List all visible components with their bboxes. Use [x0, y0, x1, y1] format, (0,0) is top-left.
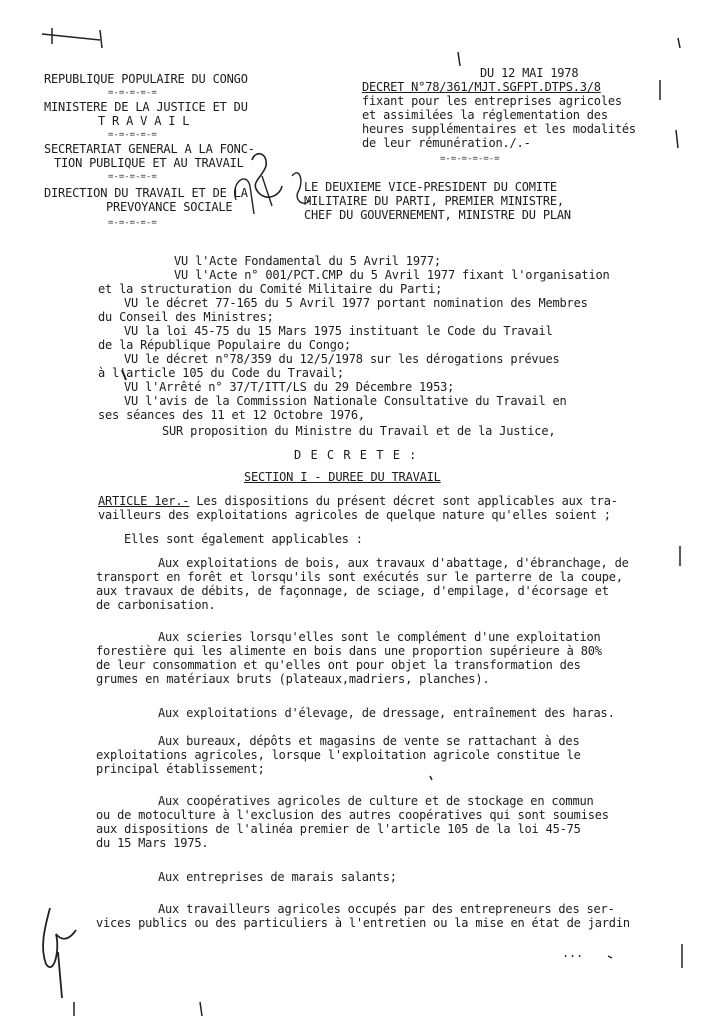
article-1-line1 — [98, 494, 618, 508]
separator: =-=-=-=-=-= — [440, 154, 500, 164]
direction-heading-line1: DIRECTION DU TRAVAIL ET DE LA — [44, 186, 248, 200]
separator: =-=-=-=-= — [108, 130, 157, 140]
separator: =-=-=-=-= — [108, 218, 157, 228]
paragraph-line: Aux coopératives agricoles de culture et de stockage en commun — [158, 794, 594, 808]
paragraph-line: vices publics ou des particuliers à l'entretien ou la mise en état de jardin — [96, 916, 630, 930]
decree-date: DU 12 MAI 1978 — [480, 66, 579, 80]
separator: =-=-=-=-= — [108, 172, 157, 182]
paragraph-line: aux dispositions de l'alinéa premier de l'article 105 de la loi 45-75 — [96, 822, 581, 836]
decree-number: DECRET N°78/361/MJT.SGFPT.DTPS.3/8 — [362, 80, 601, 94]
decrete-heading: D E C R E T E : — [294, 448, 418, 462]
article-1-text: Les dispositions du présent décret sont applicables aux tra- — [189, 494, 618, 508]
paragraph-line: de carbonisation. — [96, 598, 216, 612]
consideration-line: SUR proposition du Ministre du Travail et de la Justice, — [162, 424, 556, 438]
paragraph-line: aux travaux de débits, de façonnage, de sciage, d'empilage, d'écorsage et — [96, 584, 609, 598]
paragraph-line: Aux scieries lorsqu'elles sont le complément d'une exploitation — [158, 630, 601, 644]
also-applicable: Elles sont également applicables : — [124, 532, 363, 546]
article-1-line2: vailleurs des exploitations agricoles de quelque nature qu'elles soient ; — [98, 508, 611, 522]
paragraph-line: forestière qui les alimente en bois dans une proportion supérieure à 80% — [96, 644, 602, 658]
consideration-line: VU l'Acte n° 001/PCT.CMP du 5 Avril 1977 fixant l'organisation — [174, 268, 610, 282]
ministry-heading-line1: MINISTERE DE LA JUSTICE ET DU — [44, 100, 248, 114]
secretariat-heading-line2: TION PUBLIQUE ET AU TRAVAIL — [54, 156, 244, 170]
consideration-line: du Conseil des Ministres; — [98, 310, 274, 324]
consideration-line: VU l'avis de la Commission Nationale Consultative du Travail en — [124, 394, 567, 408]
section-title: SECTION I - DUREE DU TRAVAIL — [244, 470, 441, 484]
consideration-line: VU l'Arrêté n° 37/T/ITT/LS du 29 Décembre 1953; — [124, 380, 455, 394]
paragraph-line: Aux travailleurs agricoles occupés par des entrepreneurs des ser- — [158, 902, 615, 916]
direction-heading-line2: PREVOYANCE SOCIALE — [106, 200, 233, 214]
paragraph-line: grumes en matériaux bruts (plateaux,madriers, planches). — [96, 672, 490, 686]
decree-title-line3: heures supplémentaires et les modalités — [362, 122, 636, 136]
paragraph-line: ou de motoculture à l'exclusion des autres coopératives qui sont soumises — [96, 808, 609, 822]
consideration-line: et la structuration du Comité Militaire du Parti; — [98, 282, 443, 296]
consideration-line: VU le décret n°78/359 du 12/5/1978 sur les dérogations prévues — [124, 352, 560, 366]
consideration-line: VU le décret 77-165 du 5 Avril 1977 portant nomination des Membres — [124, 296, 588, 310]
paragraph-line: de leur consommation et qu'elles ont pour objet la transformation des — [96, 658, 581, 672]
authority-line1: LE DEUXIEME VICE-PRESIDENT DU COMITE — [304, 180, 557, 194]
decree-title-line2: et assimilées la réglementation des — [362, 108, 608, 122]
decree-title-line4: de leur rémunération./.- — [362, 136, 531, 150]
ministry-heading-line2: T R A V A I L — [98, 114, 190, 128]
secretariat-heading-line1: SECRETARIAT GENERAL A LA FONC- — [44, 142, 255, 156]
consideration-line: à l'article 105 du Code du Travail; — [98, 366, 344, 380]
republic-heading: REPUBLIQUE POPULAIRE DU CONGO — [44, 72, 248, 86]
paragraph-line: Aux entreprises de marais salants; — [158, 870, 397, 884]
consideration-line: VU la loi 45-75 du 15 Mars 1975 instituant le Code du Travail — [124, 324, 553, 338]
authority-line3: CHEF DU GOUVERNEMENT, MINISTRE DU PLAN — [304, 208, 571, 222]
paragraph-line: Aux exploitations d'élevage, de dressage, entraînement des haras. — [158, 706, 615, 720]
authority-line2: MILITAIRE DU PARTI, PREMIER MINISTRE, — [304, 194, 564, 208]
consideration-line: ses séances des 11 et 12 Octobre 1976, — [98, 408, 365, 422]
consideration-line: de la République Populaire du Congo; — [98, 338, 351, 352]
decree-title-line1: fixant pour les entreprises agricoles — [362, 94, 622, 108]
paragraph-line: principal établissement; — [96, 762, 265, 776]
paragraph-line: exploitations agricoles, lorsque l'exploitation agricole constitue le — [96, 748, 581, 762]
article-1-label: ARTICLE 1er.- — [98, 494, 190, 508]
paragraph-line: Aux bureaux, dépôts et magasins de vente se rattachant à des — [158, 734, 580, 748]
consideration-line: VU l'Acte Fondamental du 5 Avril 1977; — [174, 254, 441, 268]
separator: =-=-=-=-= — [108, 88, 157, 98]
paragraph-line: du 15 Mars 1975. — [96, 836, 209, 850]
continuation-marker: ... — [562, 946, 584, 960]
paragraph-line: transport en forêt et lorsqu'ils sont exécutés sur le parterre de la coupe, — [96, 570, 623, 584]
paragraph-line: Aux exploitations de bois, aux travaux d'abattage, d'ébranchage, de — [158, 556, 629, 570]
